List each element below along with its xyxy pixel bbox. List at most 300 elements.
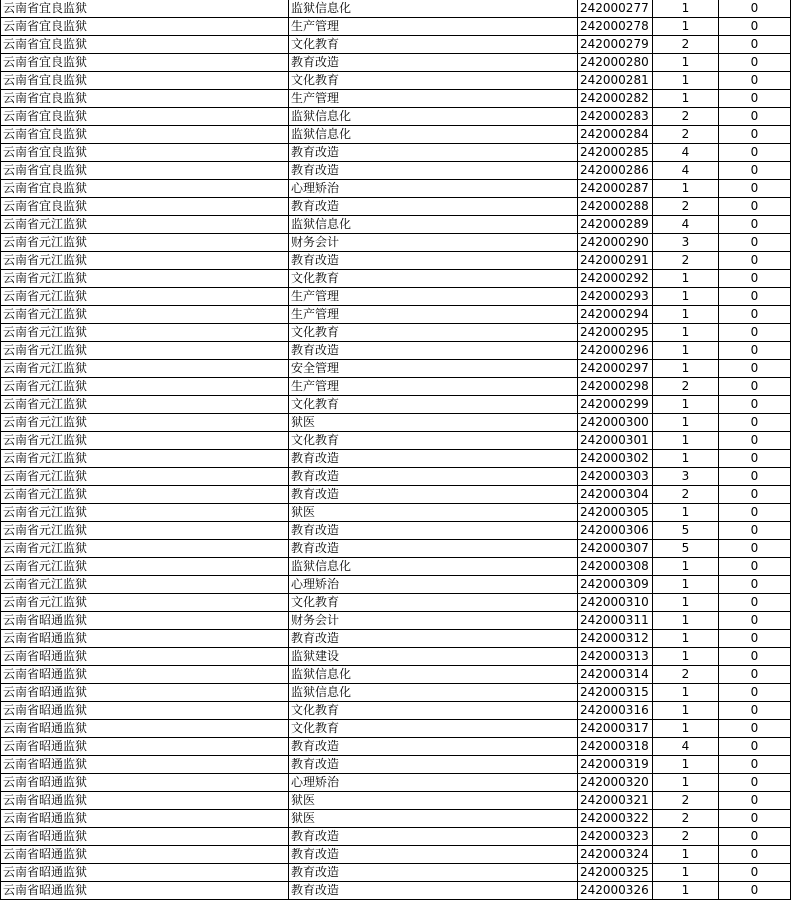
position-code-cell[interactable]: 242000292 — [578, 270, 653, 288]
position-cell[interactable]: 教育改造 — [289, 486, 578, 504]
value-cell[interactable]: 0 — [719, 252, 791, 270]
position-code-cell[interactable]: 242000280 — [578, 54, 653, 72]
employer-cell[interactable]: 云南省元江监狱 — [1, 486, 289, 504]
hiring-count-cell[interactable]: 4 — [653, 144, 719, 162]
hiring-count-cell[interactable]: 2 — [653, 792, 719, 810]
hiring-count-cell[interactable]: 1 — [653, 396, 719, 414]
value-cell[interactable]: 0 — [719, 270, 791, 288]
position-code-cell[interactable]: 242000304 — [578, 486, 653, 504]
position-code-cell[interactable]: 242000294 — [578, 306, 653, 324]
employer-cell[interactable]: 云南省昭通监狱 — [1, 738, 289, 756]
value-cell[interactable]: 0 — [719, 216, 791, 234]
employer-cell[interactable]: 云南省宜良监狱 — [1, 162, 289, 180]
position-code-cell[interactable]: 242000302 — [578, 450, 653, 468]
hiring-count-cell[interactable]: 2 — [653, 666, 719, 684]
position-cell[interactable]: 教育改造 — [289, 54, 578, 72]
hiring-count-cell[interactable]: 1 — [653, 594, 719, 612]
position-cell[interactable]: 监狱建设 — [289, 648, 578, 666]
position-cell[interactable]: 生产管理 — [289, 378, 578, 396]
position-code-cell[interactable]: 242000281 — [578, 72, 653, 90]
hiring-count-cell[interactable]: 1 — [653, 414, 719, 432]
position-code-cell[interactable]: 242000309 — [578, 576, 653, 594]
hiring-count-cell[interactable]: 1 — [653, 18, 719, 36]
table-row — [1, 396, 791, 414]
position-cell[interactable]: 教育改造 — [289, 756, 578, 774]
table-row — [1, 198, 791, 216]
value-cell[interactable]: 0 — [719, 630, 791, 648]
employer-cell[interactable]: 云南省元江监狱 — [1, 594, 289, 612]
value-cell[interactable]: 0 — [719, 18, 791, 36]
position-cell[interactable]: 教育改造 — [289, 252, 578, 270]
position-code-cell[interactable]: 242000298 — [578, 378, 653, 396]
table-row — [1, 90, 791, 108]
position-cell[interactable]: 狱医 — [289, 414, 578, 432]
hiring-count-cell[interactable]: 1 — [653, 324, 719, 342]
value-cell[interactable]: 0 — [719, 360, 791, 378]
employer-cell[interactable]: 云南省昭通监狱 — [1, 864, 289, 882]
position-code-cell[interactable]: 242000293 — [578, 288, 653, 306]
hiring-count-cell[interactable]: 1 — [653, 342, 719, 360]
value-cell[interactable]: 0 — [719, 342, 791, 360]
hiring-count-cell[interactable]: 3 — [653, 234, 719, 252]
position-cell[interactable]: 心理矫治 — [289, 180, 578, 198]
position-cell[interactable]: 监狱信息化 — [289, 216, 578, 234]
hiring-count-cell[interactable]: 1 — [653, 774, 719, 792]
employer-cell[interactable]: 云南省元江监狱 — [1, 468, 289, 486]
position-cell[interactable]: 安全管理 — [289, 360, 578, 378]
table-row — [1, 774, 791, 792]
hiring-count-cell[interactable]: 1 — [653, 450, 719, 468]
employer-cell[interactable]: 云南省元江监狱 — [1, 576, 289, 594]
employer-cell[interactable]: 云南省元江监狱 — [1, 378, 289, 396]
position-code-cell[interactable]: 242000310 — [578, 594, 653, 612]
table-row — [1, 882, 791, 900]
employer-cell[interactable]: 云南省宜良监狱 — [1, 126, 289, 144]
employer-cell[interactable]: 云南省元江监狱 — [1, 360, 289, 378]
table-row — [1, 684, 791, 702]
value-cell[interactable]: 0 — [719, 720, 791, 738]
hiring-count-cell[interactable]: 1 — [653, 846, 719, 864]
value-cell[interactable]: 0 — [719, 288, 791, 306]
table-row — [1, 648, 791, 666]
position-code-cell[interactable]: 242000322 — [578, 810, 653, 828]
hiring-count-cell[interactable]: 1 — [653, 630, 719, 648]
employer-cell[interactable]: 云南省元江监狱 — [1, 234, 289, 252]
employer-cell[interactable]: 云南省元江监狱 — [1, 450, 289, 468]
hiring-count-cell[interactable]: 2 — [653, 252, 719, 270]
position-code-cell[interactable]: 242000320 — [578, 774, 653, 792]
hiring-count-cell[interactable]: 1 — [653, 576, 719, 594]
table-row — [1, 252, 791, 270]
position-cell[interactable]: 心理矫治 — [289, 774, 578, 792]
value-cell[interactable]: 0 — [719, 54, 791, 72]
employer-cell[interactable]: 云南省宜良监狱 — [1, 18, 289, 36]
table-row — [1, 432, 791, 450]
table-row — [1, 108, 791, 126]
hiring-count-cell[interactable]: 2 — [653, 126, 719, 144]
position-cell[interactable]: 文化教育 — [289, 270, 578, 288]
value-cell[interactable]: 0 — [719, 594, 791, 612]
employer-cell[interactable]: 云南省元江监狱 — [1, 432, 289, 450]
value-cell[interactable]: 0 — [719, 306, 791, 324]
position-code-cell[interactable]: 242000299 — [578, 396, 653, 414]
position-code-cell[interactable]: 242000321 — [578, 792, 653, 810]
position-code-cell[interactable]: 242000278 — [578, 18, 653, 36]
hiring-count-cell[interactable]: 5 — [653, 522, 719, 540]
value-cell[interactable]: 0 — [719, 378, 791, 396]
position-code-cell[interactable]: 242000291 — [578, 252, 653, 270]
table-row — [1, 666, 791, 684]
position-code-cell[interactable]: 242000307 — [578, 540, 653, 558]
table-row — [1, 180, 791, 198]
position-cell[interactable]: 教育改造 — [289, 882, 578, 900]
hiring-count-cell[interactable]: 1 — [653, 702, 719, 720]
table-row — [1, 468, 791, 486]
table-row — [1, 324, 791, 342]
hiring-count-cell[interactable]: 4 — [653, 738, 719, 756]
position-cell[interactable]: 监狱信息化 — [289, 666, 578, 684]
table-body — [1, 0, 791, 900]
value-cell[interactable]: 0 — [719, 702, 791, 720]
position-cell[interactable]: 教育改造 — [289, 162, 578, 180]
table-row — [1, 594, 791, 612]
value-cell[interactable]: 0 — [719, 558, 791, 576]
table-row — [1, 360, 791, 378]
position-code-cell[interactable]: 242000286 — [578, 162, 653, 180]
hiring-count-cell[interactable]: 2 — [653, 828, 719, 846]
position-cell[interactable]: 文化教育 — [289, 324, 578, 342]
value-cell[interactable]: 0 — [719, 738, 791, 756]
position-code-cell[interactable]: 242000285 — [578, 144, 653, 162]
value-cell[interactable]: 0 — [719, 324, 791, 342]
position-code-cell[interactable]: 242000315 — [578, 684, 653, 702]
employer-cell[interactable]: 云南省元江监狱 — [1, 504, 289, 522]
employer-cell[interactable]: 云南省昭通监狱 — [1, 756, 289, 774]
table-row — [1, 234, 791, 252]
position-code-cell[interactable]: 242000316 — [578, 702, 653, 720]
table-row — [1, 846, 791, 864]
value-cell[interactable]: 0 — [719, 450, 791, 468]
hiring-count-cell[interactable]: 1 — [653, 558, 719, 576]
employer-cell[interactable]: 云南省宜良监狱 — [1, 36, 289, 54]
table-row — [1, 54, 791, 72]
position-cell[interactable]: 教育改造 — [289, 342, 578, 360]
position-code-cell[interactable]: 242000279 — [578, 36, 653, 54]
position-code-cell[interactable]: 242000277 — [578, 0, 653, 18]
position-cell[interactable]: 教育改造 — [289, 198, 578, 216]
position-cell[interactable]: 文化教育 — [289, 702, 578, 720]
position-code-cell[interactable]: 242000283 — [578, 108, 653, 126]
hiring-count-cell[interactable]: 5 — [653, 540, 719, 558]
table-row — [1, 864, 791, 882]
hiring-count-cell[interactable]: 4 — [653, 162, 719, 180]
value-cell[interactable]: 0 — [719, 36, 791, 54]
employer-cell[interactable]: 云南省宜良监狱 — [1, 108, 289, 126]
table-row — [1, 504, 791, 522]
employer-cell[interactable]: 云南省宜良监狱 — [1, 198, 289, 216]
position-cell[interactable]: 教育改造 — [289, 144, 578, 162]
hiring-count-cell[interactable]: 2 — [653, 198, 719, 216]
position-code-cell[interactable]: 242000317 — [578, 720, 653, 738]
value-cell[interactable]: 0 — [719, 162, 791, 180]
position-cell[interactable]: 监狱信息化 — [289, 558, 578, 576]
position-cell[interactable]: 文化教育 — [289, 36, 578, 54]
position-code-cell[interactable]: 242000312 — [578, 630, 653, 648]
value-cell[interactable]: 0 — [719, 648, 791, 666]
table-row — [1, 630, 791, 648]
hiring-count-cell[interactable]: 1 — [653, 288, 719, 306]
position-cell[interactable]: 监狱信息化 — [289, 108, 578, 126]
value-cell[interactable]: 0 — [719, 90, 791, 108]
hiring-count-cell[interactable]: 1 — [653, 720, 719, 738]
value-cell[interactable]: 0 — [719, 684, 791, 702]
position-cell[interactable]: 文化教育 — [289, 396, 578, 414]
value-cell[interactable]: 0 — [719, 432, 791, 450]
table-row — [1, 828, 791, 846]
table-row — [1, 522, 791, 540]
table-row — [1, 738, 791, 756]
table-row — [1, 342, 791, 360]
position-code-cell[interactable]: 242000301 — [578, 432, 653, 450]
position-code-cell[interactable]: 242000306 — [578, 522, 653, 540]
employer-cell[interactable]: 云南省昭通监狱 — [1, 774, 289, 792]
table-row — [1, 378, 791, 396]
value-cell[interactable]: 0 — [719, 414, 791, 432]
value-cell[interactable]: 0 — [719, 486, 791, 504]
position-code-cell[interactable]: 242000318 — [578, 738, 653, 756]
employer-cell[interactable]: 云南省元江监狱 — [1, 396, 289, 414]
hiring-count-cell[interactable]: 1 — [653, 612, 719, 630]
position-code-cell[interactable]: 242000311 — [578, 612, 653, 630]
table-row — [1, 72, 791, 90]
hiring-count-cell[interactable]: 1 — [653, 270, 719, 288]
position-cell[interactable]: 教育改造 — [289, 846, 578, 864]
position-cell[interactable]: 生产管理 — [289, 306, 578, 324]
employer-cell[interactable]: 云南省昭通监狱 — [1, 702, 289, 720]
hiring-count-cell[interactable]: 2 — [653, 486, 719, 504]
employer-cell[interactable]: 云南省元江监狱 — [1, 270, 289, 288]
position-cell[interactable]: 心理矫治 — [289, 576, 578, 594]
table-row — [1, 144, 791, 162]
position-code-cell[interactable]: 242000323 — [578, 828, 653, 846]
table-row — [1, 756, 791, 774]
hiring-count-cell[interactable]: 1 — [653, 180, 719, 198]
position-code-cell[interactable]: 242000282 — [578, 90, 653, 108]
value-cell[interactable]: 0 — [719, 504, 791, 522]
employer-cell[interactable]: 云南省元江监狱 — [1, 288, 289, 306]
value-cell[interactable]: 0 — [719, 396, 791, 414]
position-cell[interactable]: 监狱信息化 — [289, 684, 578, 702]
position-cell[interactable]: 文化教育 — [289, 432, 578, 450]
hiring-count-cell[interactable]: 2 — [653, 108, 719, 126]
hiring-count-cell[interactable]: 2 — [653, 36, 719, 54]
employer-cell[interactable]: 云南省昭通监狱 — [1, 792, 289, 810]
position-cell[interactable]: 教育改造 — [289, 522, 578, 540]
value-cell[interactable]: 0 — [719, 666, 791, 684]
value-cell[interactable]: 0 — [719, 540, 791, 558]
position-code-cell[interactable]: 242000297 — [578, 360, 653, 378]
position-code-cell[interactable]: 242000287 — [578, 180, 653, 198]
employer-cell[interactable]: 云南省元江监狱 — [1, 306, 289, 324]
employer-cell[interactable]: 云南省元江监狱 — [1, 540, 289, 558]
value-cell[interactable]: 0 — [719, 468, 791, 486]
value-cell[interactable]: 0 — [719, 108, 791, 126]
employer-cell[interactable]: 云南省昭通监狱 — [1, 882, 289, 900]
position-code-cell[interactable]: 242000325 — [578, 864, 653, 882]
position-code-cell[interactable]: 242000290 — [578, 234, 653, 252]
table-row — [1, 36, 791, 54]
position-cell[interactable]: 教育改造 — [289, 450, 578, 468]
position-cell[interactable]: 文化教育 — [289, 594, 578, 612]
value-cell[interactable]: 0 — [719, 72, 791, 90]
value-cell[interactable]: 0 — [719, 198, 791, 216]
position-code-cell[interactable]: 242000303 — [578, 468, 653, 486]
employer-cell[interactable]: 云南省元江监狱 — [1, 558, 289, 576]
position-code-cell[interactable]: 242000288 — [578, 198, 653, 216]
employer-cell[interactable]: 云南省昭通监狱 — [1, 720, 289, 738]
table-row — [1, 576, 791, 594]
employer-cell[interactable]: 云南省宜良监狱 — [1, 90, 289, 108]
position-cell[interactable]: 狱医 — [289, 810, 578, 828]
employer-cell[interactable]: 云南省宜良监狱 — [1, 180, 289, 198]
position-code-cell[interactable]: 242000308 — [578, 558, 653, 576]
hiring-count-cell[interactable]: 1 — [653, 360, 719, 378]
table-row — [1, 486, 791, 504]
table-row — [1, 162, 791, 180]
position-code-cell[interactable]: 242000314 — [578, 666, 653, 684]
position-cell[interactable]: 教育改造 — [289, 738, 578, 756]
employer-cell[interactable]: 云南省元江监狱 — [1, 324, 289, 342]
employer-cell[interactable]: 云南省元江监狱 — [1, 342, 289, 360]
position-code-cell[interactable]: 242000326 — [578, 882, 653, 900]
table-row — [1, 558, 791, 576]
value-cell[interactable]: 0 — [719, 864, 791, 882]
hiring-count-cell[interactable]: 2 — [653, 378, 719, 396]
value-cell[interactable]: 0 — [719, 576, 791, 594]
hiring-count-cell[interactable]: 1 — [653, 54, 719, 72]
value-cell[interactable]: 0 — [719, 0, 791, 18]
employer-cell[interactable]: 云南省元江监狱 — [1, 216, 289, 234]
table-row — [1, 216, 791, 234]
position-cell[interactable]: 文化教育 — [289, 720, 578, 738]
hiring-count-cell[interactable]: 1 — [653, 72, 719, 90]
position-cell[interactable]: 教育改造 — [289, 540, 578, 558]
position-code-cell[interactable]: 242000319 — [578, 756, 653, 774]
employer-cell[interactable]: 云南省宜良监狱 — [1, 0, 289, 18]
table-row — [1, 126, 791, 144]
employer-cell[interactable]: 云南省昭通监狱 — [1, 666, 289, 684]
position-cell[interactable]: 狱医 — [289, 792, 578, 810]
position-cell[interactable]: 教育改造 — [289, 828, 578, 846]
position-cell[interactable]: 监狱信息化 — [289, 126, 578, 144]
hiring-count-cell[interactable]: 1 — [653, 756, 719, 774]
value-cell[interactable]: 0 — [719, 612, 791, 630]
position-cell[interactable]: 教育改造 — [289, 864, 578, 882]
value-cell[interactable]: 0 — [719, 846, 791, 864]
hiring-count-cell[interactable]: 1 — [653, 0, 719, 18]
value-cell[interactable]: 0 — [719, 234, 791, 252]
table-row — [1, 612, 791, 630]
employer-cell[interactable]: 云南省元江监狱 — [1, 522, 289, 540]
value-cell[interactable]: 0 — [719, 126, 791, 144]
employer-cell[interactable]: 云南省元江监狱 — [1, 252, 289, 270]
position-cell[interactable]: 生产管理 — [289, 288, 578, 306]
employer-cell[interactable]: 云南省宜良监狱 — [1, 144, 289, 162]
position-cell[interactable]: 监狱信息化 — [289, 0, 578, 18]
position-code-cell[interactable]: 242000305 — [578, 504, 653, 522]
table-row — [1, 540, 791, 558]
position-code-cell[interactable]: 242000300 — [578, 414, 653, 432]
hiring-count-cell[interactable]: 1 — [653, 864, 719, 882]
hiring-count-cell[interactable]: 1 — [653, 882, 719, 900]
hiring-count-cell[interactable]: 4 — [653, 216, 719, 234]
hiring-count-cell[interactable]: 1 — [653, 684, 719, 702]
value-cell[interactable]: 0 — [719, 756, 791, 774]
position-cell[interactable]: 狱医 — [289, 504, 578, 522]
position-cell[interactable]: 教育改造 — [289, 468, 578, 486]
employer-cell[interactable]: 云南省宜良监狱 — [1, 54, 289, 72]
value-cell[interactable]: 0 — [719, 180, 791, 198]
position-cell[interactable]: 财务会计 — [289, 234, 578, 252]
position-cell[interactable]: 生产管理 — [289, 18, 578, 36]
hiring-count-cell[interactable]: 2 — [653, 810, 719, 828]
value-cell[interactable]: 0 — [719, 522, 791, 540]
employer-cell[interactable]: 云南省元江监狱 — [1, 414, 289, 432]
hiring-count-cell[interactable]: 1 — [653, 504, 719, 522]
position-code-cell[interactable]: 242000284 — [578, 126, 653, 144]
value-cell[interactable]: 0 — [719, 792, 791, 810]
position-cell[interactable]: 文化教育 — [289, 72, 578, 90]
employer-cell[interactable]: 云南省昭通监狱 — [1, 828, 289, 846]
employer-cell[interactable]: 云南省宜良监狱 — [1, 72, 289, 90]
table-row — [1, 414, 791, 432]
table-row — [1, 288, 791, 306]
value-cell[interactable]: 0 — [719, 810, 791, 828]
table-row — [1, 810, 791, 828]
table-row — [1, 702, 791, 720]
position-code-cell[interactable]: 242000313 — [578, 648, 653, 666]
position-code-cell[interactable]: 242000289 — [578, 216, 653, 234]
employer-cell[interactable]: 云南省昭通监狱 — [1, 612, 289, 630]
position-code-cell[interactable]: 242000295 — [578, 324, 653, 342]
position-cell[interactable]: 生产管理 — [289, 90, 578, 108]
employer-cell[interactable]: 云南省昭通监狱 — [1, 648, 289, 666]
hiring-count-cell[interactable]: 1 — [653, 306, 719, 324]
hiring-count-cell[interactable]: 1 — [653, 432, 719, 450]
table-row — [1, 306, 791, 324]
position-code-cell[interactable]: 242000324 — [578, 846, 653, 864]
employer-cell[interactable]: 云南省昭通监狱 — [1, 846, 289, 864]
value-cell[interactable]: 0 — [719, 774, 791, 792]
position-code-cell[interactable]: 242000296 — [578, 342, 653, 360]
position-cell[interactable]: 财务会计 — [289, 612, 578, 630]
position-cell[interactable]: 教育改造 — [289, 630, 578, 648]
value-cell[interactable]: 0 — [719, 828, 791, 846]
hiring-count-cell[interactable]: 1 — [653, 648, 719, 666]
table-row — [1, 720, 791, 738]
hiring-count-cell[interactable]: 3 — [653, 468, 719, 486]
table-row — [1, 792, 791, 810]
value-cell[interactable]: 0 — [719, 882, 791, 900]
hiring-count-cell[interactable]: 1 — [653, 90, 719, 108]
employer-cell[interactable]: 云南省昭通监狱 — [1, 684, 289, 702]
employer-cell[interactable]: 云南省昭通监狱 — [1, 630, 289, 648]
employer-cell[interactable]: 云南省昭通监狱 — [1, 810, 289, 828]
table-row — [1, 0, 791, 18]
value-cell[interactable]: 0 — [719, 144, 791, 162]
table-row — [1, 450, 791, 468]
table-row — [1, 18, 791, 36]
